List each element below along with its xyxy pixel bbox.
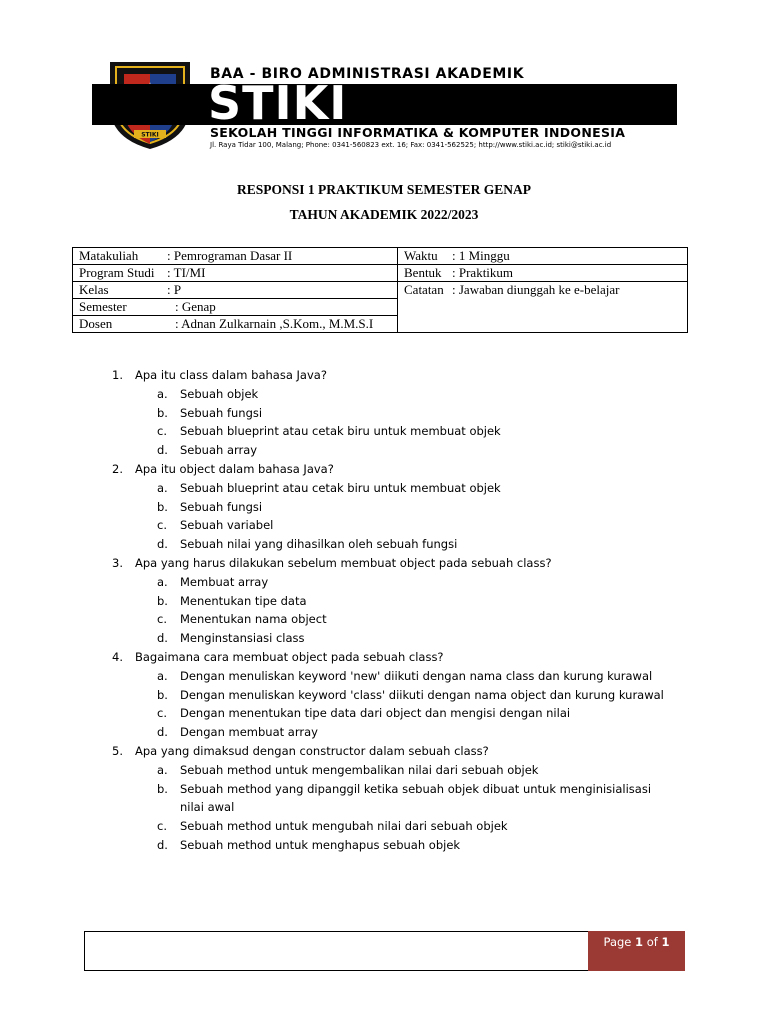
info-value: : Pemrograman Dasar II	[167, 248, 293, 263]
info-label: Kelas	[79, 282, 109, 297]
option-letter: c.	[157, 819, 167, 834]
option-list	[135, 385, 672, 460]
answer-option	[135, 817, 672, 836]
page-current: 1	[635, 935, 644, 949]
answer-option	[135, 498, 672, 517]
info-value: : TI/MI	[167, 265, 206, 280]
answer-option	[135, 422, 672, 441]
option-letter: d.	[157, 725, 168, 740]
info-cell-waktu	[398, 248, 688, 265]
question-text: Bagaimana cara membuat object pada sebuah class?	[135, 649, 444, 664]
answer-option	[135, 836, 672, 855]
info-cell-matakuliah	[73, 248, 398, 265]
option-text: Dengan menuliskan keyword 'class' diikuti dengan nama object dan kurung kurawal	[180, 687, 664, 702]
question-number: 2.	[112, 461, 123, 476]
option-text: Sebuah blueprint atau cetak biru untuk membuat objek	[180, 424, 501, 439]
info-cell-bentuk	[398, 265, 688, 282]
answer-option	[135, 385, 672, 404]
question-number: 3.	[112, 555, 123, 570]
option-text: Dengan membuat array	[180, 725, 318, 740]
header-address: Jl. Raya Tidar 100, Malang; Phone: 0341-560823 ext. 16; Fax: 0341-562525; http://www.stiki.ac.id; stiki@stiki.ac.id	[210, 141, 612, 149]
answer-option	[135, 629, 672, 648]
answer-option	[135, 592, 672, 611]
question-number: 1.	[112, 368, 123, 382]
info-cell-dosen	[73, 316, 398, 333]
question-number: 5.	[112, 743, 123, 758]
option-letter: b.	[157, 499, 168, 514]
page-total: 1	[661, 935, 670, 949]
option-letter: a.	[157, 386, 168, 401]
info-value: : Adnan Zulkarnain ,S.Kom., M.M.S.I	[175, 316, 374, 331]
info-value: : Jawaban diunggah ke e-belajar	[452, 282, 620, 297]
option-letter: b.	[157, 405, 168, 420]
option-letter: c.	[157, 518, 167, 533]
option-letter: c.	[157, 424, 167, 439]
option-text: Sebuah objek	[180, 386, 259, 401]
option-letter: b.	[157, 781, 168, 796]
option-letter: d.	[157, 443, 168, 458]
info-label: Semester	[79, 299, 127, 314]
option-text: Sebuah variabel	[180, 518, 274, 533]
info-cell-kelas	[73, 282, 398, 299]
option-letter: a.	[157, 762, 168, 777]
document-subtitle: TAHUN AKADEMIK 2022/2023	[289, 207, 479, 222]
info-cell-semester	[73, 299, 398, 316]
question-item	[112, 554, 672, 648]
info-label: Dosen	[79, 316, 113, 331]
info-value: : Praktikum	[452, 265, 514, 280]
info-value: : Genap	[175, 299, 216, 314]
answer-option	[135, 610, 672, 629]
option-letter: a.	[157, 480, 168, 495]
answer-option	[135, 441, 672, 460]
option-list	[135, 667, 672, 742]
option-text: Menentukan nama object	[180, 612, 327, 627]
option-text: Sebuah nilai yang dihasilkan oleh sebuah fungsi	[180, 537, 458, 552]
info-cell-catatan	[398, 282, 688, 333]
option-text: Dengan menentukan tipe data dari object dan mengisi dengan nilai	[180, 706, 571, 721]
info-value: : P	[167, 282, 182, 297]
info-label: Matakuliah	[79, 248, 139, 263]
info-row	[73, 265, 688, 282]
header-black-bar	[92, 84, 677, 125]
info-row	[73, 248, 688, 265]
document-title: RESPONSI 1 PRAKTIKUM SEMESTER GENAP	[236, 182, 532, 197]
question-list	[112, 366, 672, 855]
question-text: Apa yang harus dilakukan sebelum membuat object pada sebuah class?	[135, 555, 552, 570]
answer-option	[135, 516, 672, 535]
option-letter: d.	[157, 837, 168, 852]
option-text: Sebuah fungsi	[180, 405, 263, 420]
question-item	[112, 742, 672, 855]
question-text: Apa itu class dalam bahasa Java?	[135, 368, 327, 382]
header-brand: STIKI	[208, 76, 348, 130]
answer-option	[135, 780, 672, 818]
info-label: Program Studi	[79, 265, 155, 280]
option-letter: c.	[157, 706, 167, 721]
option-text: Menginstansiasi class	[180, 631, 305, 646]
page-footer	[84, 931, 685, 971]
option-letter: a.	[157, 574, 168, 589]
option-text: Sebuah method untuk menghapus sebuah objek	[180, 837, 461, 852]
option-letter: d.	[157, 631, 168, 646]
option-letter: b.	[157, 593, 168, 608]
info-label: Waktu	[404, 248, 438, 263]
answer-option	[135, 479, 672, 498]
answer-option	[135, 573, 672, 592]
option-letter: b.	[157, 687, 168, 702]
logo-text: STIKI	[141, 131, 159, 139]
info-label: Catatan	[404, 282, 444, 297]
answer-option	[135, 404, 672, 423]
page-word: Page	[603, 935, 632, 949]
info-cell-program-studi	[73, 265, 398, 282]
info-row	[73, 282, 688, 299]
course-info-table	[72, 247, 688, 333]
option-text: Menentukan tipe data	[180, 593, 307, 608]
question-number: 4.	[112, 649, 123, 664]
option-letter: d.	[157, 537, 168, 552]
question-text: Apa itu object dalam bahasa Java?	[135, 461, 334, 476]
option-text: Sebuah method untuk mengembalikan nilai dari sebuah objek	[180, 762, 539, 777]
option-text: Sebuah method yang dipanggil ketika sebuah objek dibuat untuk menginisialisasi nilai awal	[180, 781, 652, 815]
question-item	[112, 460, 672, 554]
option-text: Membuat array	[180, 574, 269, 589]
option-list	[135, 479, 672, 554]
answer-option	[135, 761, 672, 780]
info-label: Bentuk	[404, 265, 442, 280]
answer-option	[135, 667, 672, 686]
answer-option	[135, 704, 672, 723]
page-of: of	[646, 935, 658, 949]
answer-option	[135, 535, 672, 554]
option-text: Dengan menuliskan keyword 'new' diikuti dengan nama class dan kurung kurawal	[180, 668, 653, 683]
question-item	[112, 648, 672, 742]
option-text: Sebuah fungsi	[180, 499, 263, 514]
option-list	[135, 761, 672, 855]
question-item	[112, 366, 672, 460]
header-school-name: SEKOLAH TINGGI INFORMATIKA & KOMPUTER INDONESIA	[210, 125, 626, 140]
option-letter: a.	[157, 668, 168, 683]
header-department: BAA - BIRO ADMINISTRASI AKADEMIK	[210, 66, 525, 82]
option-letter: c.	[157, 612, 167, 627]
option-text: Sebuah array	[180, 443, 258, 458]
answer-option	[135, 686, 672, 705]
option-text: Sebuah method untuk mengubah nilai dari sebuah objek	[180, 819, 508, 834]
page-number-badge	[588, 931, 685, 971]
info-value: : 1 Minggu	[452, 248, 510, 263]
option-text: Sebuah blueprint atau cetak biru untuk membuat objek	[180, 480, 501, 495]
question-text: Apa yang dimaksud dengan constructor dalam sebuah class?	[135, 743, 489, 758]
option-list	[135, 573, 672, 648]
answer-option	[135, 723, 672, 742]
